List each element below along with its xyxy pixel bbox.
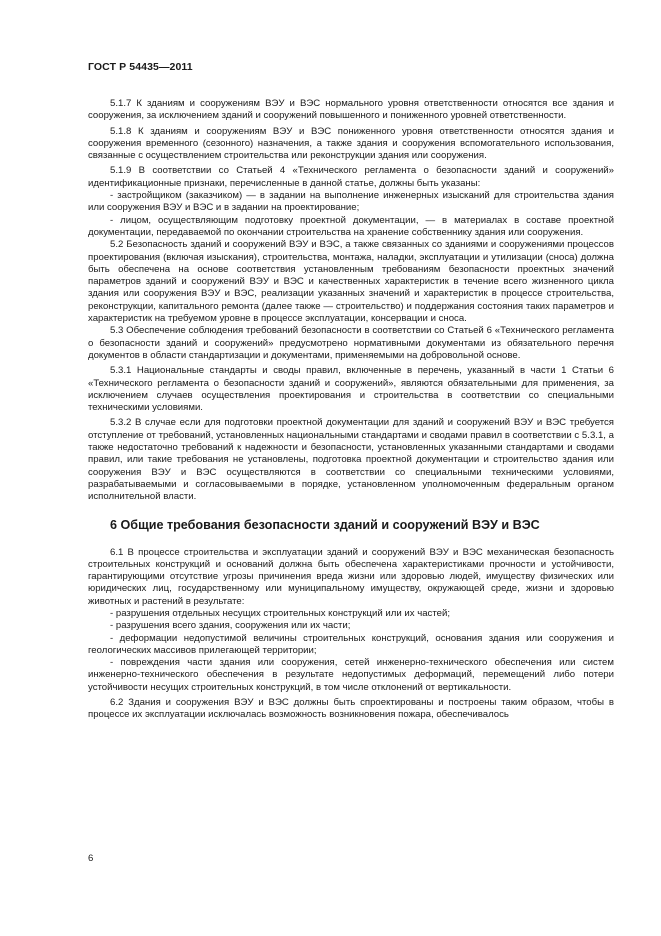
- paragraph-5-3: 5.3 Обеспечение соблюдения требований безопасности в соответствии со Статьей 6 «Технического регламента о безопасности зданий и сооружений» предусмотрено нормативными документами из обязательного перечня документов в области стандартизации и документами, применяемыми на добровольной основе.: [88, 325, 614, 361]
- paragraph-6-1: 6.1 В процессе строительства и эксплуатации зданий и сооружений ВЭУ и ВЭС механическая безопасность строительных конструкций и оснований должна быть обеспечена характеристиками прочности и устойчивости, гарантирующими отсутствие угрозы причинения вреда жизни или здоровью людей, имуществу физических или юридических лиц, государственному или муниципальному имуществу, окружающей среде, жизни и здоровью животных и растений в результате:: [88, 546, 614, 607]
- paragraph-5-3-1: 5.3.1 Национальные стандарты и своды правил, включенные в перечень, указанный в части 1 Статьи 6 «Технического регламента о безопасности зданий и сооружений», являются обязательными для применения, за исключением случаев осуществления проектирования и строительства в соответствии со специальными техническими условиями.: [88, 365, 614, 414]
- paragraph-5-2: 5.2 Безопасность зданий и сооружений ВЭУ и ВЭС, а также связанных со зданиями и сооружениями процессов проектирования (включая изыскания), строительства, монтажа, наладки, эксплуатации и утилизации (сноса) должна быть обеспечена на основе соответствия установленным требованиям безопасности проектных значений параметров зданий и сооружений ВЭУ и ВЭС и качественных характеристик в течение всего жизненного цикла здания или сооружения ВЭУ и ВЭС, реализации указанных значений и характеристик в процессе строительства, реконструкции, капитального ремонта (далее также — строительство) и поддержания состояния таких параметров и характеристик на требуемом уровне в процессе эксплуатации, консервации и сноса.: [88, 239, 614, 325]
- section-6-heading: 6 Общие требования безопасности зданий и сооружений ВЭУ и ВЭС: [110, 517, 540, 532]
- list-item: - разрушения всего здания, сооружения или их части;: [110, 620, 351, 632]
- list-item: - повреждения части здания или сооружения, сетей инженерно-технического обеспечения или систем инженерно-технического обеспечения в результате недопустимых деформаций, перемещений либо потери устойчивости несущих строительных конструкций, в том числе отклонений от вертикальности.: [88, 657, 614, 693]
- paragraph-6-2: 6.2 Здания и сооружения ВЭУ и ВЭС должны быть спроектированы и построены таким образом, чтобы в процессе их эксплуатации исключалась возможность возникновения пожара, обеспечивалось: [88, 697, 614, 721]
- paragraph-5-1-8: 5.1.8 К зданиям и сооружениям ВЭУ и ВЭС пониженного уровня ответственности относятся здания и сооружения временного (сезонного) назначения, а также здания и сооружения вспомогательного использования, связанные с осуществлением строительства или реконструкции здания или сооружения.: [88, 125, 614, 162]
- list-item: - разрушения отдельных несущих строительных конструкций или их частей;: [110, 607, 450, 619]
- paragraph-5-1-9: 5.1.9 В соответствии со Статьей 4 «Технического регламента о безопасности зданий и сооружений» идентификационные признаки, перечисленные в данной статье, должны быть указаны:: [88, 165, 614, 189]
- list-item: - лицом, осуществляющим подготовку проектной документации, — в материалах в составе проектной документации, передаваемой по окончании строительства на хранение собственнику здания или сооружения.: [88, 214, 614, 238]
- document-header: ГОСТ Р 54435—2011: [88, 61, 193, 73]
- list-item: - деформации недопустимой величины строительных конструкций, основания здания или сооружения и геологических массивов прилегающей территории;: [88, 632, 614, 656]
- page-number: 6: [88, 853, 94, 864]
- document-body: [88, 98, 614, 722]
- paragraph-5-3-2: 5.3.2 В случае если для подготовки проектной документации для зданий и сооружений ВЭУ и ВЭС требуется отступление от требований, установленных национальными стандартами и сводами правил в соответствии с 5.3.1, а также недостаточно требований к надежности и безопасности, установленных указанными стандартами и сводами правил, или такие требования не установлены, подготовка проектной документации и строительство здания или сооружения ВЭУ и ВЭС осуществляются в соответствии со специальными техническими условиями, разрабатываемыми и согласовываемыми в порядке, установленном уполномоченным федеральным органом исполнительной власти.: [88, 417, 614, 503]
- paragraph-5-1-7: 5.1.7 К зданиям и сооружениям ВЭУ и ВЭС нормального уровня ответственности относятся все здания и сооружения, за исключением зданий и сооружений повышенного и пониженного уровней ответственности.: [88, 98, 614, 122]
- list-item: - застройщиком (заказчиком) — в задании на выполнение инженерных изысканий для строительства здания или сооружения ВЭУ и ВЭС и в задании на проектирование;: [88, 190, 614, 214]
